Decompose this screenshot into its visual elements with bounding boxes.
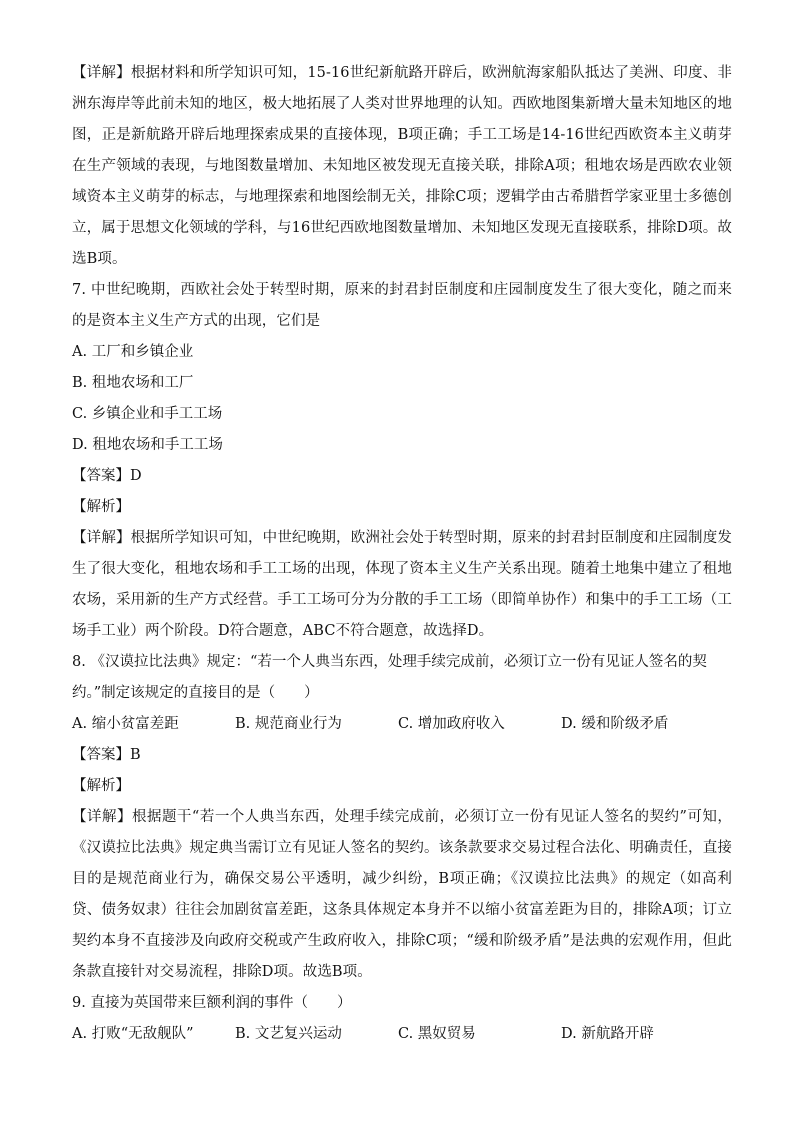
- q8-options: [72, 709, 732, 740]
- q7-answer: 【答案】D: [72, 468, 142, 484]
- q7-option-d: D. 租地农场和手工工场: [72, 437, 223, 453]
- q9-stem: 9. 直接为英国带来巨额利润的事件（ ）: [72, 995, 352, 1011]
- q7-option-b: B. 租地农场和工厂: [72, 375, 194, 391]
- q8-answer: 【答案】B: [72, 747, 141, 763]
- q8-option-d: D. 缓和阶级矛盾: [561, 716, 669, 732]
- q9-option-a: A. 打败“无敌舰队”: [72, 1026, 194, 1042]
- q9-option-c: C. 黑奴贸易: [398, 1026, 476, 1042]
- q9-option-d: D. 新航路开辟: [561, 1026, 654, 1042]
- q6-explanation: 【详解】根据材料和所学知识可知，15-16世纪新航路开辟后，欧洲航海家船队抵达了美洲、印度、非洲东海岸等此前未知的地区，极大地拓展了人类对世界地理的认知。西欧地图集新增大量未知地区的地图，正是新航路开辟后地理探索成果的直接体现，B项正确；手工工场是14-16世纪西欧资本主义萌芽在生产领域的表现，与地图数量增加、未知地区被发现无直接关联，排除A项；租地农场是西欧农业领域资本主义萌芽的标志，与地理探索和地图绘制无关，排除C项；逻辑学由古希腊哲学家亚里士多德创立，属于思想文化领域的学科，与16世纪西欧地图数量增加、未知地区发现无直接联系，排除D项。故选B项。: [72, 65, 732, 267]
- q7-option-c: C. 乡镇企业和手工工场: [72, 406, 223, 422]
- document-page: [72, 58, 732, 1050]
- q8-option-c: C. 增加政府收入: [398, 716, 505, 732]
- q7-explanation: 【详解】根据所学知识可知，中世纪晚期，欧洲社会处于转型时期，原来的封君封臣制度和庄园制度发生了很大变化，租地农场和手工工场的出现，体现了资本主义生产关系出现。随着土地集中建立了租地农场，采用新的生产方式经营。手工工场可分为分散的手工工场（即简单协作）和集中的手工工场（工场手工业）两个阶段。D符合题意，ABC不符合题意，故选择D。: [72, 530, 732, 639]
- q8-explanation: 【详解】根据题干“若一个人典当东西，处理手续完成前，必须订立一份有见证人签名的契约”可知，《汉谟拉比法典》规定典当需订立有见证人签名的契约。该条款要求交易过程合法化、明确责任，直接目的是规范商业行为，确保交易公平透明，减少纠纷，B项正确；《汉谟拉比法典》的规定（如高利贷、债务奴隶）往往会加剧贫富差距，这条具体规定本身并不以缩小贫富差距为目的，排除A项；订立契约本身不直接涉及向政府交税或产生政府收入，排除C项；“缓和阶级矛盾”是法典的宏观作用，但此条款直接针对交易流程，排除D项。故选B项。: [72, 809, 732, 980]
- q8-option-a: A. 缩小贫富差距: [72, 716, 179, 732]
- q7-option-a: A. 工厂和乡镇企业: [72, 344, 194, 360]
- q9-options: [72, 1019, 732, 1050]
- q8-stem-line1: 8. 《汉谟拉比法典》规定：“若一个人典当东西，处理手续完成前，必须订立一份有见证人签名的契: [72, 654, 707, 670]
- q7-analysis-heading: 【解析】: [72, 499, 130, 515]
- q7-stem: 7. 中世纪晚期，西欧社会处于转型时期，原来的封君封臣制度和庄园制度发生了很大变化，随之而来的是资本主义生产方式的出现，它们是: [72, 282, 732, 329]
- q8-stem-line2: 约。”制定该规定的直接目的是（ ）: [72, 685, 319, 701]
- q8-analysis-heading: 【解析】: [72, 778, 130, 794]
- q9-option-b: B. 文艺复兴运动: [235, 1026, 342, 1042]
- q8-option-b: B. 规范商业行为: [235, 716, 342, 732]
